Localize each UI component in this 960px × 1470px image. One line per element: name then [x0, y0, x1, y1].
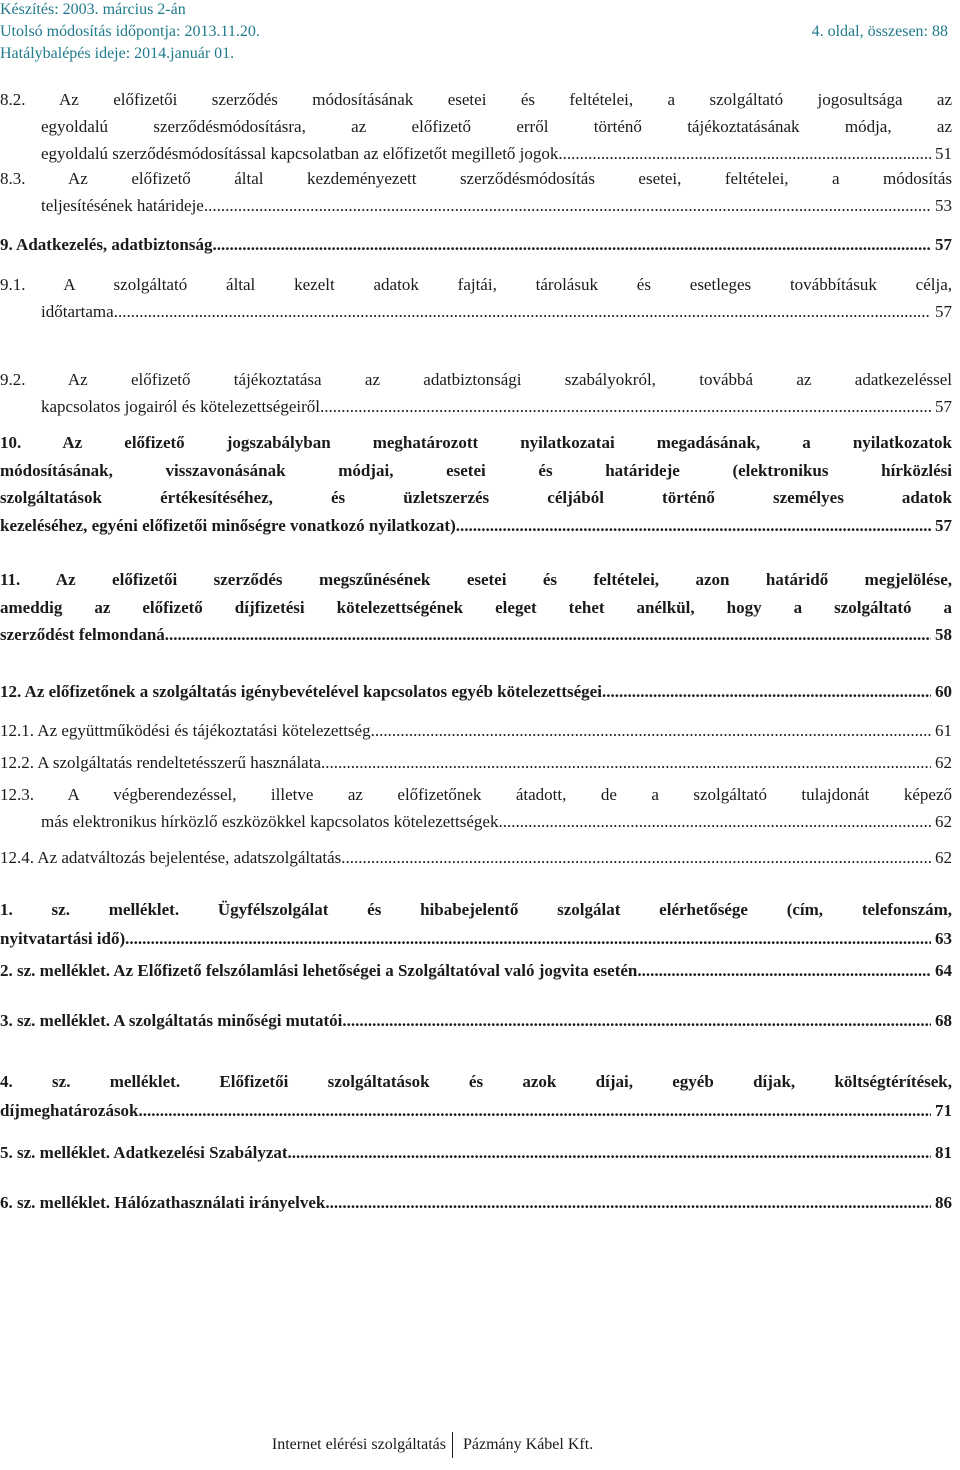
toc-leader-dots [165, 621, 931, 649]
toc-page-number: 58 [935, 625, 952, 644]
toc-entry-last-line [0, 1007, 952, 1034]
toc-page-number: 86 [935, 1193, 952, 1212]
toc-page-number: 71 [935, 1101, 952, 1120]
toc-entry-line: 9.1. A szolgáltató által kezelt adatok fajtái, tárolásuk és esetleges továbbításuk célja, [0, 275, 952, 294]
toc-entry-title: nyitvatartási idő) [0, 929, 126, 948]
toc-entry-title: díjmeghatározások [0, 1101, 139, 1120]
toc-leader-dots [637, 957, 931, 984]
toc-leader-dots [321, 749, 931, 776]
toc-entry[interactable] [0, 749, 952, 776]
toc-entry[interactable] [0, 678, 952, 705]
toc-entry-last-line [0, 1096, 952, 1125]
toc-entry-last-line [0, 192, 952, 219]
toc-page-number: 68 [935, 1011, 952, 1030]
toc-leader-dots [114, 298, 931, 325]
toc-entry[interactable] [0, 895, 952, 953]
toc-page-number: 51 [935, 144, 952, 163]
toc-leader-dots [498, 808, 931, 835]
toc-entry[interactable] [0, 231, 952, 258]
toc-entry-title: más elektronikus hírközlő eszközökkel kapcsolatos kötelezettségek [41, 812, 499, 831]
toc-page-number: 60 [935, 682, 952, 701]
toc-entry-line: 11. Az előfizetői szerződés megszűnésének esetei és feltételei, azon határidő megjelölése, [0, 570, 952, 589]
toc-entry-title: 12. Az előfizetőnek a szolgáltatás igénybevételével kapcsolatos egyéb kötelezettségei [0, 682, 602, 701]
toc-entry-title: 5. sz. melléklet. Adatkezelési Szabályzat [0, 1143, 288, 1162]
toc-entry-last-line [0, 1139, 952, 1166]
toc-entry-line: 8.3. Az előfizető által kezdeményezett szerződésmódosítás esetei, feltételei, a módosítás [0, 169, 952, 188]
toc-leader-dots [320, 393, 931, 420]
toc-entry[interactable] [0, 165, 952, 219]
toc-entry[interactable] [0, 366, 952, 420]
toc-entry-line: 4. sz. melléklet. Előfizetői szolgáltatások és azok díjai, egyéb díjak, költségtérítések, [0, 1072, 952, 1091]
header-modified: Utolsó módosítás időpontja: 2013.11.20. [0, 23, 260, 40]
footer-divider [452, 1432, 453, 1458]
toc-entry[interactable] [0, 429, 952, 539]
header-page-info: 4. oldal, összesen: 88 [811, 23, 948, 40]
toc-entry[interactable] [0, 1189, 952, 1216]
toc-leader-dots [288, 1139, 931, 1166]
toc-entry[interactable] [0, 781, 952, 835]
toc-entry-title: 9. Adatkezelés, adatbiztonság [0, 235, 213, 254]
footer-service-name: Internet elérési szolgáltatás [271, 1436, 446, 1453]
toc-entry-last-line [0, 924, 952, 953]
toc-leader-dots [602, 678, 931, 705]
header-effective: Hatálybalépés ideje: 2014.január 01. [0, 45, 235, 62]
toc-entry[interactable] [0, 566, 952, 649]
toc-leader-dots [204, 192, 931, 219]
toc-leader-dots [213, 231, 932, 258]
toc-entry[interactable] [0, 957, 952, 984]
toc-entry-last-line [0, 231, 952, 258]
toc-entry-line: módosításának, visszavonásának módjai, esetei és határideje (elektronikus hírközlési [0, 460, 952, 480]
toc-page-number: 64 [935, 961, 952, 980]
toc-entry-last-line [0, 844, 952, 871]
toc-entry-title: 6. sz. melléklet. Hálózathasználati irányelvek [0, 1193, 326, 1212]
toc-entry-last-line [0, 298, 952, 325]
toc-leader-dots [325, 1189, 931, 1216]
toc-entry-last-line [0, 512, 952, 540]
toc-entry-last-line [0, 717, 952, 744]
toc-entry-last-line [0, 678, 952, 705]
toc-page-number: 62 [935, 812, 952, 831]
toc-entry-line: egyoldalú szerződésmódosításra, az előfizető erről történő tájékoztatásának módja, az [41, 117, 952, 136]
toc-entry-line: 12.3. A végberendezéssel, illetve az előfizetőnek átadott, de a szolgáltató tulajdonát képező [0, 785, 952, 804]
toc-entry[interactable] [0, 86, 952, 167]
toc-entry-title: 3. sz. melléklet. A szolgáltatás minőségi mutatói [0, 1011, 343, 1030]
toc-entry-line: ameddig az előfizető díjfizetési kötelezettségének eleget tehet anélkül, hogy a szolgáltató a [0, 597, 952, 617]
toc-page-number: 62 [935, 753, 952, 772]
toc-leader-dots [139, 1096, 931, 1125]
toc-entry-title: 12.1. Az együttműködési és tájékoztatási kötelezettség [0, 721, 371, 740]
toc-entry-last-line [0, 808, 952, 835]
toc-leader-dots [456, 512, 931, 540]
toc-entry[interactable] [0, 1007, 952, 1034]
toc-entry-last-line [0, 621, 952, 649]
toc-leader-dots [341, 844, 931, 871]
toc-page-number: 81 [935, 1143, 952, 1162]
toc-page-number: 57 [935, 397, 952, 416]
toc-entry-title: 12.4. Az adatváltozás bejelentése, adatszolgáltatás [0, 848, 342, 867]
toc-entry-title: 2. sz. melléklet. Az Előfizető felszólamlási lehetőségei a Szolgáltatóval való jogvita esetén [0, 961, 638, 980]
toc-entry[interactable] [0, 1139, 952, 1166]
toc-entry[interactable] [0, 844, 952, 871]
toc-page-number: 57 [935, 302, 952, 321]
toc-entry-title: 12.2. A szolgáltatás rendeltetésszerű használata [0, 753, 321, 772]
toc-entry-last-line [0, 1189, 952, 1216]
toc-entry-last-line [0, 393, 952, 420]
toc-page-number: 61 [935, 721, 952, 740]
toc-entry-title: kapcsolatos jogairól és kötelezettségeiről [41, 397, 320, 416]
toc-entry[interactable] [0, 717, 952, 744]
toc-leader-dots [558, 140, 931, 167]
toc-entry[interactable] [0, 1067, 952, 1125]
toc-entry-title: időtartama [41, 302, 114, 321]
toc-entry[interactable] [0, 271, 952, 325]
toc-entry-line: 1. sz. melléklet. Ügyfélszolgálat és hibabejelentő szolgálat elérhetősége (cím, telefonszám, [0, 900, 952, 919]
toc-entry-title: szerződést felmondaná [0, 625, 165, 644]
toc-page-number: 62 [935, 848, 952, 867]
toc-page-number: 57 [935, 235, 952, 254]
toc-entry-line: 9.2. Az előfizető tájékoztatása az adatbiztonsági szabályokról, továbbá az adatkezeléssel [0, 370, 952, 389]
toc-leader-dots [371, 717, 931, 744]
toc-page-number: 57 [935, 515, 952, 535]
page-footer [0, 1432, 960, 1458]
toc-entry-last-line [0, 749, 952, 776]
toc-page-number: 63 [935, 929, 952, 948]
header-created: Készítés: 2003. március 2-án [0, 1, 186, 18]
toc-entry-last-line [0, 140, 952, 167]
toc-entry-line: 10. Az előfizető jogszabályban meghatározott nyilatkozatai megadásának, a nyilatkozatok [0, 433, 952, 452]
toc-entry-title: egyoldalú szerződésmódosítással kapcsolatban az előfizetőt megillető jogok [41, 144, 559, 163]
footer-company-name: Pázmány Kábel Kft. [463, 1436, 594, 1453]
toc-entry-title: teljesítésének határideje [41, 196, 204, 215]
toc-entry-title: kezeléséhez, egyéni előfizetői minőségre vonatkozó nyilatkozat) [0, 515, 456, 535]
toc-entry-line: 8.2. Az előfizetői szerződés módosításának esetei és feltételei, a szolgáltató jogosultsága az [0, 90, 952, 109]
toc-entry-line: szolgáltatások értékesítéséhez, és üzletszerzés céljából történő személyes adatok [0, 488, 952, 507]
page-header [0, 0, 960, 80]
toc-entry-last-line [0, 957, 952, 984]
toc-page-number: 53 [935, 196, 952, 215]
toc-leader-dots [125, 924, 931, 953]
toc-leader-dots [342, 1007, 931, 1034]
